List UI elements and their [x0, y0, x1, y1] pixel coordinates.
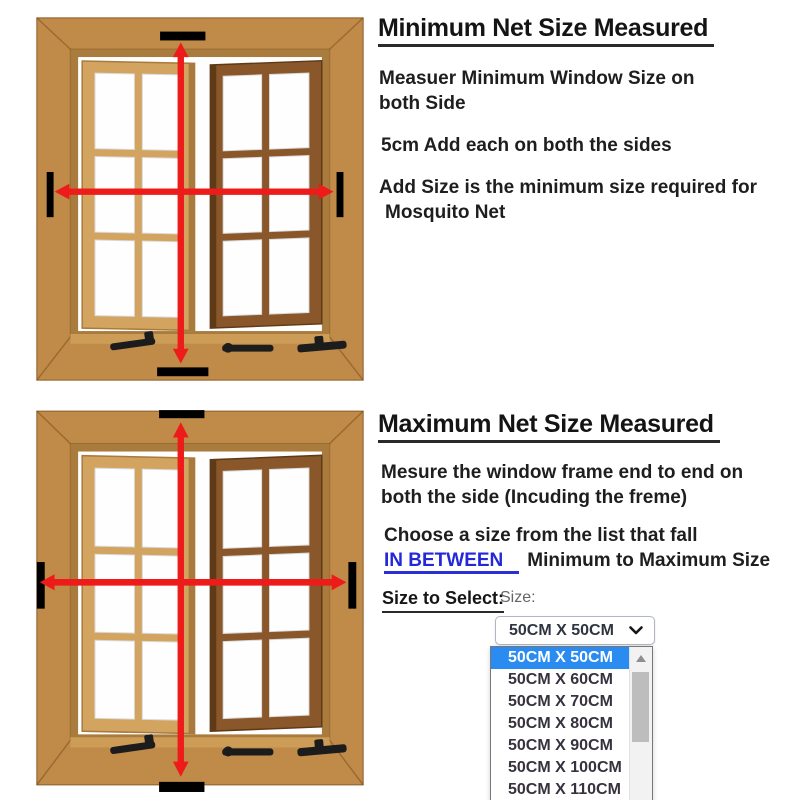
minimum-instruction-1-line1: Measuer Minimum Window Size on: [379, 68, 695, 89]
measure-marker: [337, 172, 344, 217]
size-to-select-label: Size to Select:: [382, 588, 504, 613]
maximum-section-heading: Maximum Net Size Measured: [378, 410, 720, 443]
dropdown-scrollbar[interactable]: [629, 647, 652, 800]
measure-marker: [159, 782, 204, 792]
size-select[interactable]: [495, 616, 655, 645]
maximum-window-figure: [25, 403, 375, 793]
window-sill: [70, 334, 329, 344]
maximum-instruction-1-line1: Mesure the window frame end to end on: [381, 462, 744, 483]
minimum-instruction-2: 5cm Add each on both the sides: [381, 135, 672, 156]
size-option[interactable]: 50CM X 50CM: [491, 647, 630, 669]
right-sash: [210, 455, 321, 731]
scroll-up-icon[interactable]: [636, 655, 646, 662]
left-sash-edge: [189, 458, 195, 734]
minimum-instruction-3: [379, 175, 757, 225]
window-sill: [70, 737, 329, 747]
size-select-value: 50CM X 50CM: [509, 621, 614, 639]
minimum-instruction-1: [379, 66, 694, 116]
measure-marker: [160, 32, 205, 41]
size-field-label: Size:: [500, 589, 536, 606]
maximum-instruction-2: [384, 523, 770, 573]
measure-marker: [348, 562, 356, 609]
minimum-instruction-3-line1: Add Size is the minimum size required for: [379, 177, 757, 198]
window-photo: [25, 403, 375, 793]
right-sash-edge: [210, 65, 216, 328]
size-option[interactable]: 50CM X 80CM: [508, 715, 613, 732]
chevron-down-icon: [629, 626, 643, 635]
maximum-instruction-1-line2: both the side (Incuding the freme): [381, 487, 688, 508]
size-option[interactable]: 50CM X 110CM: [508, 781, 621, 798]
measure-marker: [37, 562, 45, 609]
size-option[interactable]: 50CM X 70CM: [508, 693, 613, 710]
scrollbar-thumb[interactable]: [632, 672, 649, 742]
size-option[interactable]: 50CM X 90CM: [508, 737, 613, 754]
right-sash-edge: [210, 459, 216, 731]
in-between-highlight: IN BETWEEN: [384, 550, 519, 574]
measure-marker: [159, 410, 204, 418]
maximum-instruction-2-line1: Choose a size from the list that fall: [384, 525, 698, 546]
minimum-section-heading: Minimum Net Size Measured: [378, 14, 714, 47]
left-sash-edge: [189, 63, 195, 330]
minimum-instruction-1-line2: both Side: [379, 93, 466, 114]
maximum-instruction-1: [381, 460, 743, 510]
window-photo: [25, 10, 375, 388]
measure-marker: [157, 367, 208, 376]
minimum-instruction-3-line2: Mosquito Net: [385, 202, 506, 223]
measure-marker: [47, 172, 54, 217]
maximum-instruction-2-line2: Minimum to Maximum Size: [527, 550, 771, 571]
size-option[interactable]: 50CM X 60CM: [508, 671, 613, 688]
minimum-window-figure: [25, 10, 375, 388]
size-option-list: [490, 646, 653, 800]
size-option[interactable]: 50CM X 100CM: [508, 759, 622, 776]
